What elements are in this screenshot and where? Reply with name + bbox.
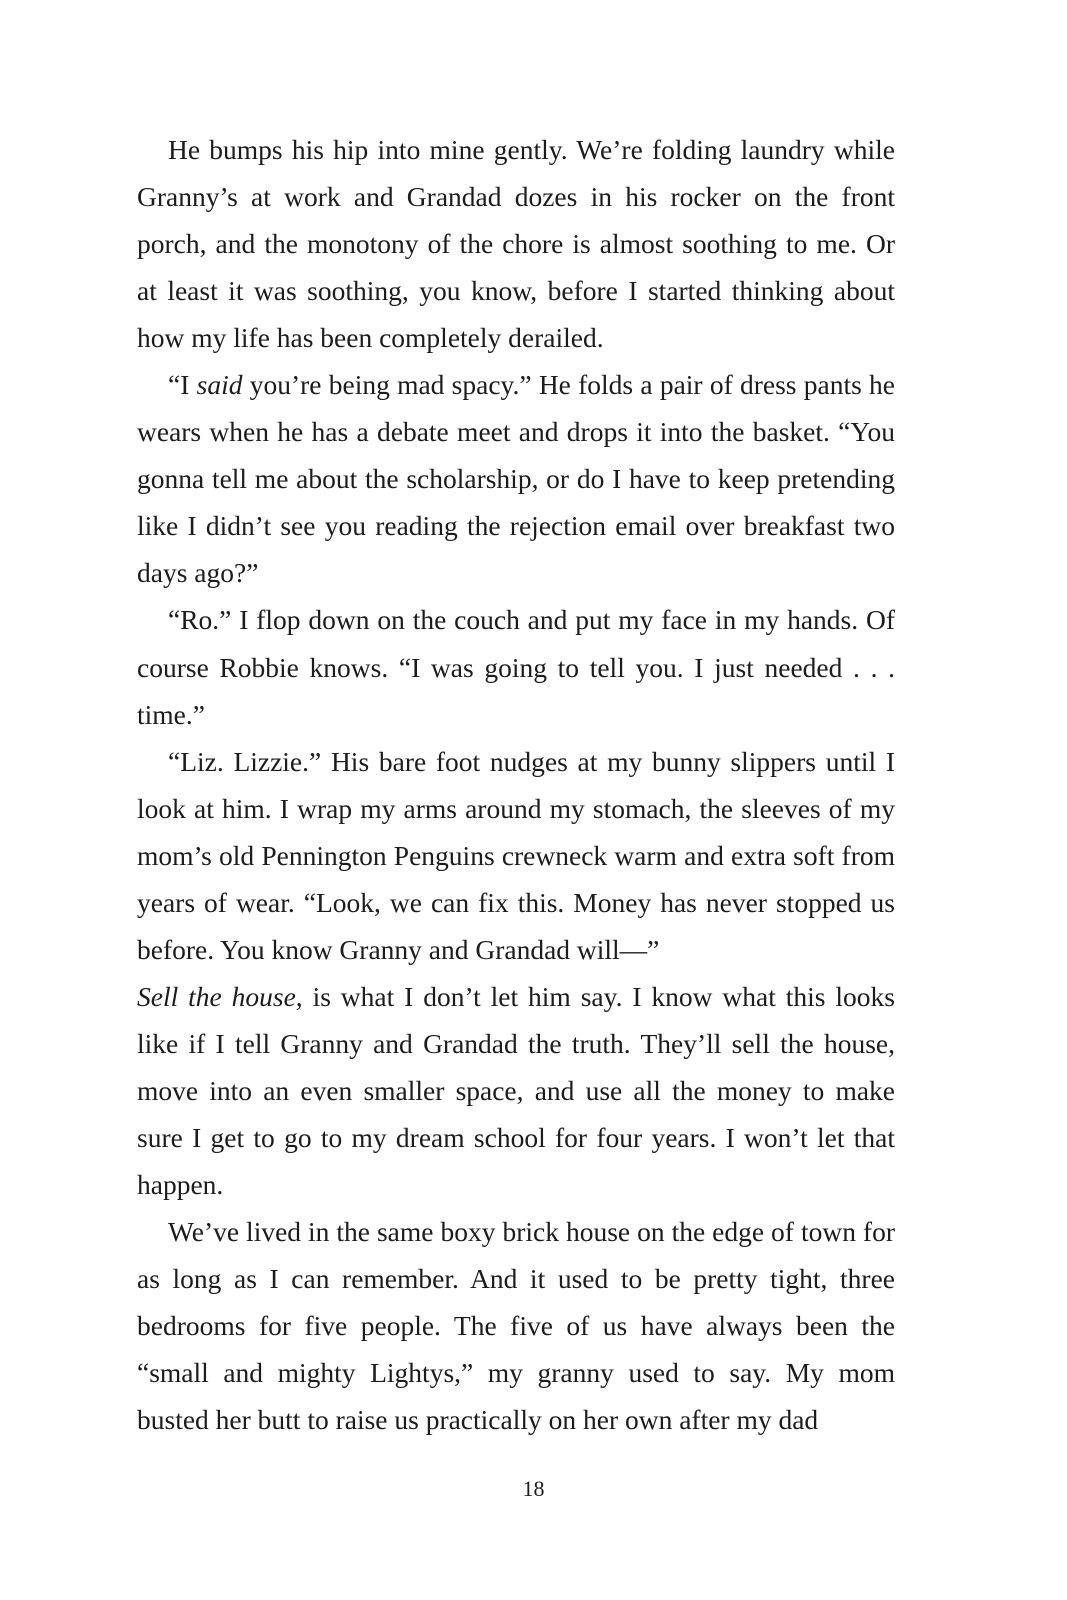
page-number: 18 (522, 1476, 545, 1501)
paragraph-text: you’re being mad spacy.” He folds a pair of dress pants he wears when he has a debate meet and drops it into the basket. “You gonna tell me about the scholarship, or do I have to keep pretending like I didn’t see you reading the rejection email over breakfast two days ago?” (137, 369, 896, 589)
paragraph-text: We’ve lived in the same boxy brick house on the edge of town for as long as I can remember. And it used to be pretty tight, three bedrooms for five people. The five of us have always been the “small and mighty Lightys,” my granny used to say. My mom busted her butt to raise us practically on her own after my dad (137, 1216, 895, 1436)
body-text (137, 126, 895, 1443)
paragraph (137, 596, 895, 737)
paragraph (137, 361, 895, 596)
emphasized-word: said (196, 369, 243, 401)
paragraph-text: He bumps his hip into mine gently. We’re folding laundry while Granny’s at work and Grandad dozes in his rocker on the front porch, and the monotony of the chore is almost soothing to me. Or at least it was soothing, you know, before I started thinking about how my life has been completely derailed. (137, 134, 895, 354)
paragraph (137, 1208, 895, 1443)
emphasized-phrase: Sell the house (137, 980, 296, 1012)
paragraph (137, 973, 895, 1208)
paragraph (137, 738, 895, 973)
paragraph-text: “I (168, 369, 197, 401)
paragraph (137, 126, 895, 361)
paragraph-text: “Ro.” I flop down on the couch and put my face in my hands. Of course Robbie knows. “I was going to tell you. I just needed . . . time.” (137, 604, 895, 730)
paragraph-text: “Liz. Lizzie.” His bare foot nudges at my bunny slippers until I look at him. I wrap my arms around my stomach, the sleeves of my mom’s old Pennington Penguins crewneck warm and extra soft from years of wear. “Look, we can fix this. Money has never stopped us before. You know Granny and Grandad will—” (137, 745, 895, 965)
paragraph-text: , is what I don’t let him say. I know what this looks like if I tell Granny and Grandad the truth. They’ll sell the house, move into an even smaller space, and use all the money to make sure I get to go to my dream school for four years. I won’t let that happen. (137, 980, 895, 1201)
